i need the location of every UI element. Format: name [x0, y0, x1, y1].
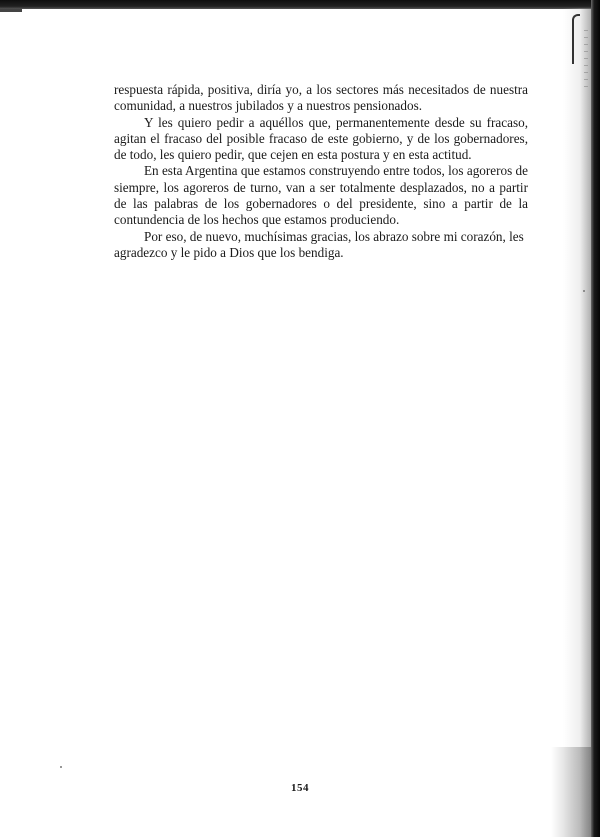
scan-specks: [584, 30, 588, 90]
scan-right-border: [591, 0, 600, 837]
scan-speck: [583, 290, 585, 292]
paragraph: respuesta rápida, positiva, diría yo, a los sectores más necesitados de nuestra comunidad, a nuestros jubilados y a nuestros pensionados.: [114, 82, 528, 114]
page-curl-mark: [572, 14, 580, 64]
paragraph: Por eso, de nuevo, muchísimas gracias, los abrazo sobre mi corazón, les agradezco y le pido a Dios que los bendiga.: [114, 228, 524, 260]
scan-bottom-shade: [551, 747, 591, 837]
scan-top-border: [0, 0, 600, 9]
body-text: [114, 82, 528, 261]
scan-speck: [60, 766, 62, 768]
paragraph: Y les quiero pedir a aquéllos que, permanentemente desde su fracaso, agitan el fracaso del posible fracaso de este gobierno, y de los gobernadores, de todo, les quiero pedir, que cejen en esta postura y en esta actitud.: [114, 114, 528, 163]
page-number: 154: [291, 782, 309, 794]
paragraph: En esta Argentina que estamos construyendo entre todos, los agoreros de siempre, los agoreros de turno, van a ser totalmente desplazados, no a partir de las palabras de los gobernadores o del presidente, sino a partir de la contundencia de los hechos que estamos produciendo.: [114, 163, 528, 228]
scan-top-corner: [0, 9, 22, 12]
scan-right-shadow: [563, 8, 591, 837]
